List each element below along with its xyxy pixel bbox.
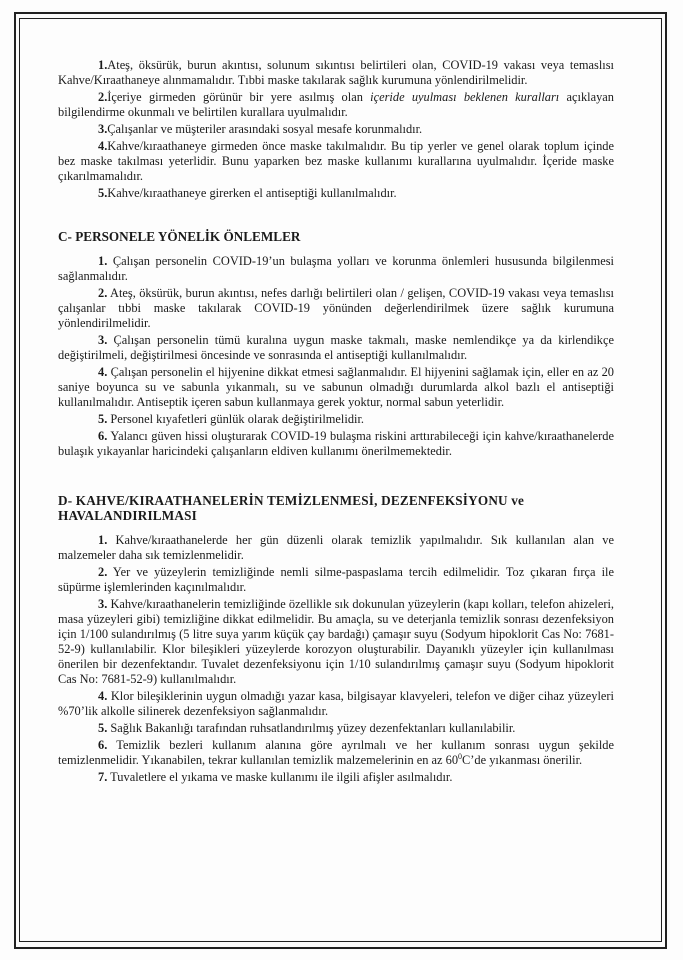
item-number: 5.: [98, 721, 108, 735]
item-number: 4.: [98, 365, 108, 379]
superscript: 0: [458, 751, 463, 761]
item-text: Yer ve yüzeylerin temizliğinde nemli silme-paspaslama tercih edilmelidir. Toz çıkaran fırça ile süpürme işlemlerinden kaçınılmalıdır.: [58, 565, 614, 594]
item-number: 2.: [98, 565, 108, 579]
item-text: Çalışan personelin tümü kuralına uygun maske takmalı, maske nemlendikçe ya da kirlendikçe değiştirilmeli, değiştirilmesi öncesinde ve sonrasında el antiseptiği kullanılmalıdır.: [58, 333, 614, 362]
item-text: Ateş, öksürük, burun akıntısı, solunum sıkıntısı belirtileri olan, COVID-19 vakası veya temaslısı Kahve/Kıraathaneye alınmamalıdır. Tıbbi maske takılarak sağlık kurumuna yönlendirilmelidir.: [58, 58, 614, 87]
list-item: [58, 254, 614, 284]
item-text: açıklayan bilgilendirme okunmalı ve belirtilen kurallara uyulmalıdır.: [58, 90, 614, 119]
item-number: 5.: [98, 186, 108, 200]
item-number: 1.: [98, 58, 108, 72]
list-item: [58, 689, 614, 719]
item-text: Personel kıyafetleri günlük olarak değiştirilmelidir.: [107, 412, 364, 426]
item-text: Çalışan personelin COVID-19’un bulaşma yolları ve korunma önlemleri hususunda bilgilenmesi sağlanmalıdır.: [58, 254, 614, 283]
list-item: [58, 721, 614, 736]
item-number: 6.: [98, 738, 108, 752]
item-text: Tuvaletlere el yıkama ve maske kullanımı ile ilgili afişler asılmalıdır.: [107, 770, 453, 784]
item-text: Kahve/kıraathaneye girerken el antiseptiği kullanılmalıdır.: [107, 186, 397, 200]
list-item: [58, 738, 614, 768]
item-number: 2.: [98, 286, 108, 300]
list-item: [58, 412, 614, 427]
item-number: 4.: [98, 689, 108, 703]
list-item: [58, 770, 614, 785]
item-text: Çalışanlar ve müşteriler arasındaki sosyal mesafe korunmalıdır.: [107, 122, 423, 136]
list-item: [58, 286, 614, 331]
item-text: Yalancı güven hissi oluşturarak COVID-19 bulaşma riskini arttırabileceği için kahve/kıraathanelerde bulaşık yıkayanlar haricindeki çalışanların eldiven kullanımı önerilmemektedir.: [58, 429, 614, 458]
list-item: [58, 90, 614, 120]
item-text: Klor bileşiklerinin uygun olmadığı yazar kasa, bilgisayar klavyeleri, telefon ve diğer cihaz yüzeyleri %70’lik alkolle silinerek dezenfeksiyon sağlanmalıdır.: [58, 689, 614, 718]
list-item: [58, 565, 614, 595]
list-item: [58, 333, 614, 363]
section-d-heading: [58, 493, 614, 523]
item-number: 1.: [98, 533, 108, 547]
item-number: 3.: [98, 597, 108, 611]
item-number: 7.: [98, 770, 108, 784]
item-text: Kahve/kıraathanelerde her gün düzenli olarak temizlik yapılmalıdır. Sık kullanılan alan ve malzemeler daha sık temizlenmelidir.: [58, 533, 614, 562]
item-text: Ateş, öksürük, burun akıntısı, nefes darlığı belirtileri olan / gelişen, COVID-19 vakası veya temaslısı çalışanlar tıbbi maske takılarak COVID-19 yönünden değerlendirilmek üzere sağlık kurumuna yönlendirilmelidir.: [58, 286, 614, 330]
section-b-list: [58, 58, 614, 201]
item-text: Sağlık Bakanlığı tarafından ruhsatlandırılmış yüzey dezenfektanları kullanılabilir.: [107, 721, 516, 735]
section-c-list: [58, 254, 614, 459]
list-item: [58, 597, 614, 687]
section-d-heading-line2: HAVALANDIRILMASI: [58, 508, 198, 523]
item-text: Çalışan personelin el hijyenine dikkat etmesi sağlanmalıdır. El hijyenini sağlamak için, eller en az 20 saniye boyunca su ve sabunla yıkanmalı, su ve sabunun olmadığı durumlarda alkol bazlı el antiseptiği kullanılmalıdır. Antiseptik içeren sabun kullanmaya gerek yoktur, normal sabun yeterlidir.: [58, 365, 614, 409]
item-number: 2.: [98, 90, 108, 104]
item-number: 1.: [98, 254, 108, 268]
item-number: 6.: [98, 429, 108, 443]
item-number: 4.: [98, 139, 108, 153]
item-text: Kahve/kıraathanelerin temizliğinde özellikle sık dokunulan yüzeylerin (kapı kolları, telefon ahizeleri, masa yüzeyleri gibi) temizliğine dikkat edilmelidir. Bu amaçla, su ve deterjanla temizlik sonrası dezenfeksiyon için 1/100 sulandırılmış (5 litre suya yarım küçük çay bardağı) çamaşır suyu (Sodyum hipoklorit Cas No: 7681-52-9) kullanılabilir. Klor bileşikleri yüzeylerde korozyon oluşturabilir. Dayanıklı yüzeyler için kullanılması önerilen bir dezenfektandır. Tuvalet dezenfeksiyonu için 1/10 sulandırılmış çamaşır suyu (Sodyum hipoklorit Cas No: 7681-52-9) kullanılmalıdır.: [58, 597, 614, 686]
list-item: [58, 139, 614, 184]
list-item: [58, 533, 614, 563]
section-c-heading: C- PERSONELE YÖNELİK ÖNLEMLER: [58, 229, 301, 244]
item-text-italic: içeride uyulması beklenen kuralları: [370, 90, 560, 104]
item-number: 5.: [98, 412, 108, 426]
item-text: Temizlik bezleri kullanım alanına göre ayrılmalı ve her kullanım sonrası uygun şekilde temizlenmelidir. Yıkanabilen, tekrar kullanılan temizlik malzemelerinin en az 60: [58, 738, 614, 767]
item-text: Kahve/kıraathaneye girmeden önce maske takılmalıdır. Bu tip yerler ve genel olarak toplum içinde bez maske takılması yeterlidir. Bunu yaparken bez maske kullanımı kurallarına uyulmalıdır. İçeride maske çıkarılmamalıdır.: [58, 139, 614, 183]
item-number: 3.: [98, 333, 108, 347]
document-body: [58, 58, 614, 785]
item-number: 3.: [98, 122, 108, 136]
list-item: [58, 429, 614, 459]
item-text: C’de yıkanması önerilir.: [462, 753, 583, 767]
list-item: [58, 365, 614, 410]
list-item: [58, 186, 614, 201]
list-item: [58, 58, 614, 88]
item-text: İçeriye girmeden görünür bir yere asılmış olan: [107, 90, 371, 104]
section-d-heading-line1: D- KAHVE/KIRAATHANELERİN TEMİZLENMESİ, DEZENFEKSİYONU ve: [58, 493, 525, 508]
section-d-list: [58, 533, 614, 785]
list-item: [58, 122, 614, 137]
